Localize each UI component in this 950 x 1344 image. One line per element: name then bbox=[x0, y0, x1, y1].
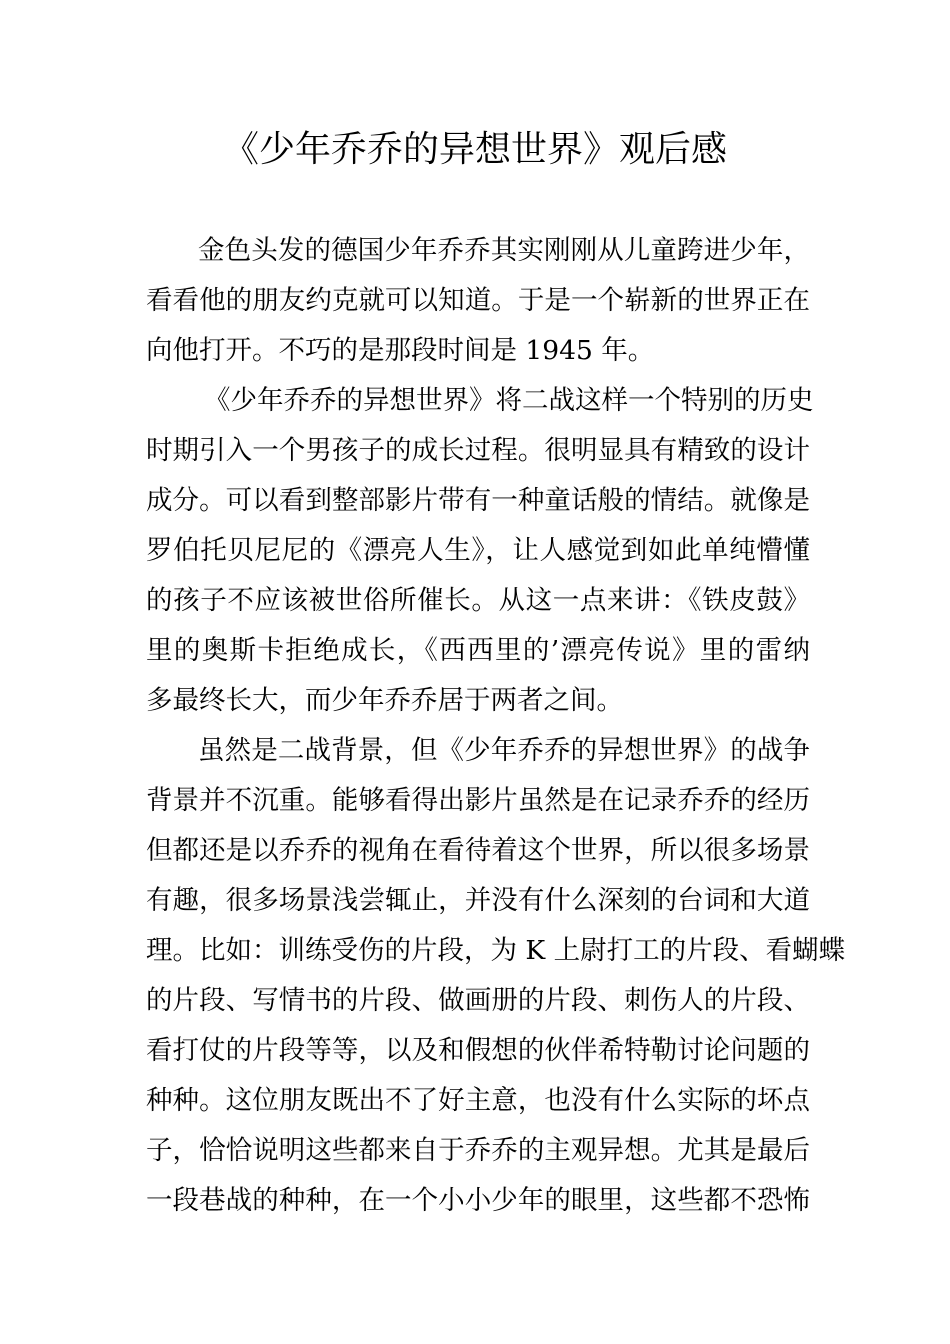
paragraph-2-line-4: 罗伯托贝尼尼的《漂亮人生》，让人感觉到如此单纯懵懂 bbox=[146, 535, 810, 566]
paragraph-3-line-8: 种种。这位朋友既出不了好主意，也没有什么实际的坏点 bbox=[146, 1085, 810, 1116]
paragraph-3-line-2: 背景并不沉重。能够看得出影片虽然是在记录乔乔的经历 bbox=[146, 785, 810, 816]
paragraph-2-line-3: 成分。可以看到整部影片带有一种童话般的情结。就像是 bbox=[146, 485, 810, 516]
paragraph-3-line-6: 的片段、写情书的片段、做画册的片段、刺伤人的片段、 bbox=[146, 985, 810, 1016]
document-body bbox=[146, 226, 846, 1226]
paragraph-2-line-7: 多最终长大，而少年乔乔居于两者之间。 bbox=[146, 685, 623, 716]
paragraph-3-line-1: 虽然是二战背景，但《少年乔乔的异想世界》的战争 bbox=[198, 735, 810, 766]
paragraph-3-line-7: 看打仗的片段等等，以及和假想的伙伴希特勒讨论问题的 bbox=[146, 1035, 810, 1066]
paragraph-3-line-4: 有趣，很多场景浅尝辄止，并没有什么深刻的台词和大道 bbox=[146, 885, 810, 916]
paragraph-3-line-9: 子，恰恰说明这些都来自于乔乔的主观异想。尤其是最后 bbox=[146, 1135, 810, 1166]
paragraph-3-line-3: 但都还是以乔乔的视角在看待着这个世界，所以很多场景 bbox=[146, 835, 810, 866]
document-title: 《少年乔乔的异想世界》观后感 bbox=[222, 129, 727, 170]
paragraph-1-line-2: 看看他的朋友约克就可以知道。于是一个崭新的世界正在 bbox=[146, 285, 810, 316]
paragraph-2-line-5: 的孩子不应该被世俗所催长。从这一点来讲：《铁皮鼓》 bbox=[146, 585, 810, 616]
paragraph-2-line-1: 《少年乔乔的异想世界》将二战这样一个特别的历史 bbox=[204, 385, 814, 416]
paragraph-3-line-10: 一段巷战的种种，在一个小小少年的眼里，这些都不恐怖 bbox=[146, 1185, 810, 1216]
paragraph-1-line-3: 向他打开。不巧的是那段时间是 1945 年。 bbox=[146, 335, 655, 366]
paragraph-2-line-2: 时期引入一个男孩子的成长过程。很明显具有精致的设计 bbox=[146, 435, 810, 466]
paragraph-2-line-6: 里的奥斯卡拒绝成长，《西西里的’漂亮传说》里的雷纳 bbox=[146, 635, 810, 666]
paragraph-1-line-1: 金色头发的德国少年乔乔其实刚刚从儿童跨进少年， bbox=[198, 235, 810, 266]
paragraph-3-line-5: 理。比如：训练受伤的片段，为 K 上尉打工的片段、看蝴蝶 bbox=[146, 935, 846, 966]
